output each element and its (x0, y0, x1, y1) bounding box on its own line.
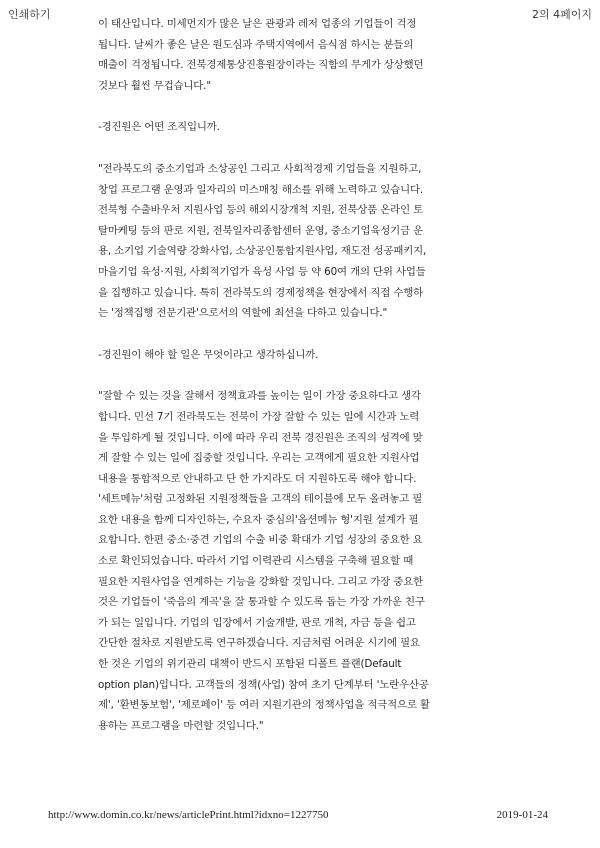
print-date: 2019-01-24 (496, 809, 548, 821)
article-url: http://www.domin.co.kr/news/articlePrint.html?idxno=1227750 (48, 809, 329, 821)
page-indicator: 2의 4페이지 (532, 8, 592, 21)
article-body (98, 14, 516, 736)
answer-role: "잘할 수 있는 것을 잘해서 정책효과를 높이는 일이 가장 중요하다고 생각 합니다. 민선 7기 전라북도는 전북이 가장 잘할 수 있는 일에 시간과 노력 을 투입하게 될 것입니다. 이에 따라 우리 전북 경진원은 조직의 성격에 맞 게 잘할 수 있는 일에 집중할 것입니다. 우리는 고객에게 필요한 지원사업 내용을 통합적으로 안내하고 단 한 가지라도 더 지원하도록 해야 합니다. '세트메뉴'처럼 고정화된 지원정책들을 고객의 테이블에 모두 올려놓고 필 요한 내용을 함께 디자인하는, 수요자 중심의'옵션메뉴 형'지원 설계가 필 요합니다. 한편 중소·중견 기업의 수출 비중 확대가 기업 성장의 중요한 요 소로 확인되었습니다. 따라서 기업 이력관리 시스템을 구축해 필요할 때 필요한 지원사업을 연계하는 기능을 강화할 것입니다. 그리고 가장 중요한 것은 기업들이 '죽음의 계곡'을 잘 통과할 수 있도록 돕는 가장 가까운 친구 가 되는 일입니다. 기업의 입장에서 기술개발, 판로 개척, 자금 등을 쉽고 간단한 절차로 지원받도록 연구하겠습니다. 지금처럼 어려운 시기에 필요 한 것은 기업의 위기관리 대책이 반드시 포함된 디폴트 플랜(Default option plan)입니다. 고객들의 정책(사업) 참여 초기 단계부터 '노란우산공 제', '환변동보험', '제로페이' 등 여러 지원기관의 정책사업을 적극적으로 활 용하는 프로그램을 마련할 것입니다." (98, 390, 430, 732)
answer-organization: "전라북도의 중소기업과 소상공인 그리고 사회적경제 기업들을 지원하고, 창업 프로그램 운영과 일자리의 미스매칭 해소를 위해 노력하고 있습니다. 전북형 수출바우처 지원사업 등의 해외시장개척 지원, 전북상품 온라인 토 탈마케팅 등의 판로 지원, 전북일자리종합센터 운영, 중소기업육성기금 운 용, 소기업 기술역량 강화사업, 소상공인통합지원사업, 재도전 성공패키지, 마을기업 육성·지원, 사회적기업가 육성 사업 등 약 60여 개의 단위 사업들 을 집행하고 있습니다. 특히 전라북도의 경제정책을 현장에서 직접 수행하 는 '정책집행 전문기관'으로서의 역할에 최선을 다하고 있습니다." (98, 162, 427, 320)
question-organization: -경진원은 어떤 조직입니까. (98, 121, 220, 134)
print-footer (48, 809, 548, 825)
paragraph-intro: 이 태산입니다. 미세먼지가 많은 날은 관광과 레저 업종의 기업들이 걱정 됩니다. 날씨가 좋은 날은 원도심과 주택지역에서 음식점 하시는 분들의 매출이 걱정됩니다. 전북경제통상진흥원장이라는 직함의 무게가 상상했던 것보다 훨씬 무겁습니다." (98, 18, 424, 92)
print-title: 인쇄하기 (8, 8, 51, 21)
question-role: -경진원이 해야 할 일은 무엇이라고 생각하십니까. (98, 348, 319, 361)
